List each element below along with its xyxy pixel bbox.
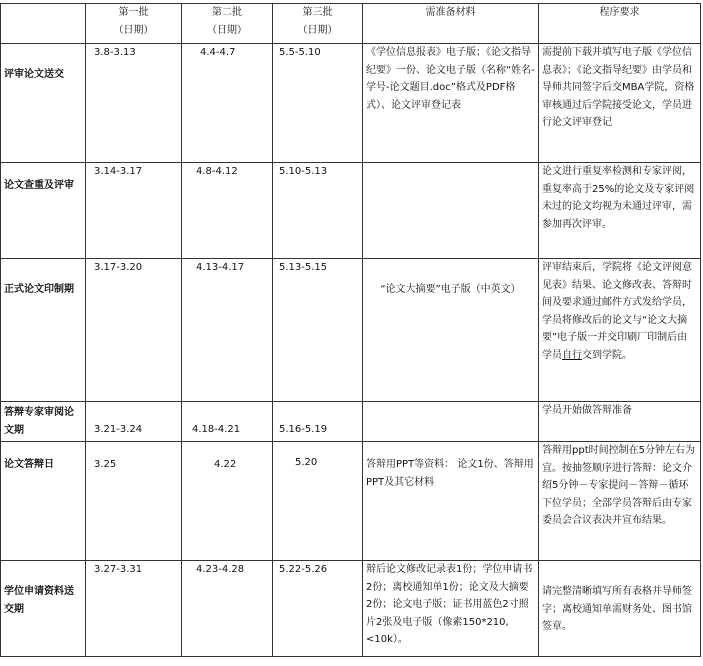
header-batch-2-date: （日期） <box>207 24 247 36</box>
table-row <box>1 442 701 561</box>
table-row <box>1 259 701 402</box>
batch-3-date-cell: 5.10-5.13 <box>273 163 363 259</box>
batch-1-date-cell: 3.25 <box>86 442 182 561</box>
materials-cell: 辩后论文修改记录表1份；学位申请书2份；离校通知单1份；论文及大摘要2份；论文电子版；证书用蓝色2寸照片2张及电子版（像素150*210,<10k）。 <box>363 561 539 657</box>
materials-cell: 答辩用PPT等资料： 论文1份、答辩用PPT及其它材料 <box>363 442 539 561</box>
procedure-cell: 论文进行重复率检测和专家评阅，重复率高于25%的论文及专家评阅未过的论文均视为未通过评审，需参加再次评审。 <box>539 163 701 259</box>
batch-1-date-cell: 3.8-3.13 <box>86 44 182 163</box>
header-materials: 需准备材料 <box>363 4 539 44</box>
table-row <box>1 402 701 442</box>
table-row <box>1 163 701 259</box>
header-batch-2-label: 第二批 <box>212 7 242 18</box>
batch-3-date-cell: 5.16-5.19 <box>273 402 363 442</box>
batch-3-date-cell: 5.22-5.26 <box>273 561 363 657</box>
procedure-cell <box>539 259 701 402</box>
batch-2-date-cell: 4.13-4.17 <box>182 259 273 402</box>
procedure-cell: 学员开始做答辩准备 <box>539 402 701 442</box>
header-batch-1-date: （日期） <box>113 24 154 36</box>
batch-3-date-cell: 5.20 <box>273 442 363 561</box>
procedure-cell: 请完整清晰填写所有表格并导师签字；离校通知单需财务处、图书馆签章。 <box>539 561 701 657</box>
header-batch-1-label: 第一批 <box>118 7 149 18</box>
stage-cell: 答辩专家审阅论文期 <box>1 402 86 442</box>
schedule-table <box>0 3 701 657</box>
stage-cell: 论文查重及评审 <box>1 163 86 259</box>
header-batch-2 <box>182 4 273 44</box>
batch-3-date-cell: 5.13-5.15 <box>273 259 363 402</box>
batch-1-date-cell: 3.17-3.20 <box>86 259 182 402</box>
batch-2-date-cell: 4.8-4.12 <box>182 163 273 259</box>
procedure-text: 评审结束后，学院将《论文评阅意见表》结果、论文修改表、答辩时间及要求通过邮件方式发给学员，学员将修改后的论文与“论文大摘要”电子版一并交印刷厂印制后由学员 <box>542 262 692 361</box>
materials-cell: 《学位信息报表》电子版；《论文指导纪要》一份、论文电子版（名称“姓名-学号-论文题目.doc”格式及PDF格式）、论文评审登记表 <box>363 44 539 163</box>
table-row <box>1 561 701 657</box>
header-batch-3-date: （日期） <box>297 24 338 36</box>
stage-cell: 学位申请资料送交期 <box>1 561 86 657</box>
stage-cell: 正式论文印制期 <box>1 259 86 402</box>
materials-cell <box>363 402 539 442</box>
header-batch-3 <box>273 4 363 44</box>
header-batch-3-label: 第三批 <box>302 7 333 18</box>
procedure-cell: 需提前下载并填写电子版《学位信息表》；《论文指导纪要》由学员和导师共同签字后交MBA学院，资格审核通过后学院接受论文，学员进行论文评审登记 <box>539 44 701 163</box>
stage-cell: 评审论文送交 <box>1 44 86 163</box>
batch-1-date-cell: 3.27-3.31 <box>86 561 182 657</box>
batch-2-date-cell: 4.22 <box>182 442 273 561</box>
procedure-underlined-text: 自行 <box>562 349 582 361</box>
header-row <box>1 4 701 44</box>
batch-1-date-cell: 3.21-3.24 <box>86 402 182 442</box>
header-procedure: 程序要求 <box>539 4 701 44</box>
batch-2-date-cell: 4.18-4.21 <box>182 402 273 442</box>
batch-2-date-cell: 4.4-4.7 <box>182 44 273 163</box>
procedure-cell: 答辩用ppt时间控制在5分钟左右为宜。按抽签顺序进行答辩：论文介绍5分钟－专家提问－答辩－循环下位学员；全部学员答辩后由专家委员会合议表决并宣布结果。 <box>539 442 701 561</box>
procedure-text-end: 交到学院。 <box>582 349 632 361</box>
materials-cell: “论文大摘要”电子版（中英文） <box>363 259 539 402</box>
header-batch-1 <box>86 4 182 44</box>
stage-cell: 论文答辩日 <box>1 442 86 561</box>
batch-2-date-cell: 4.23-4.28 <box>182 561 273 657</box>
batch-1-date-cell: 3.14-3.17 <box>86 163 182 259</box>
materials-cell <box>363 163 539 259</box>
batch-3-date-cell: 5.5-5.10 <box>273 44 363 163</box>
header-stage <box>1 4 86 44</box>
table-row <box>1 44 701 163</box>
